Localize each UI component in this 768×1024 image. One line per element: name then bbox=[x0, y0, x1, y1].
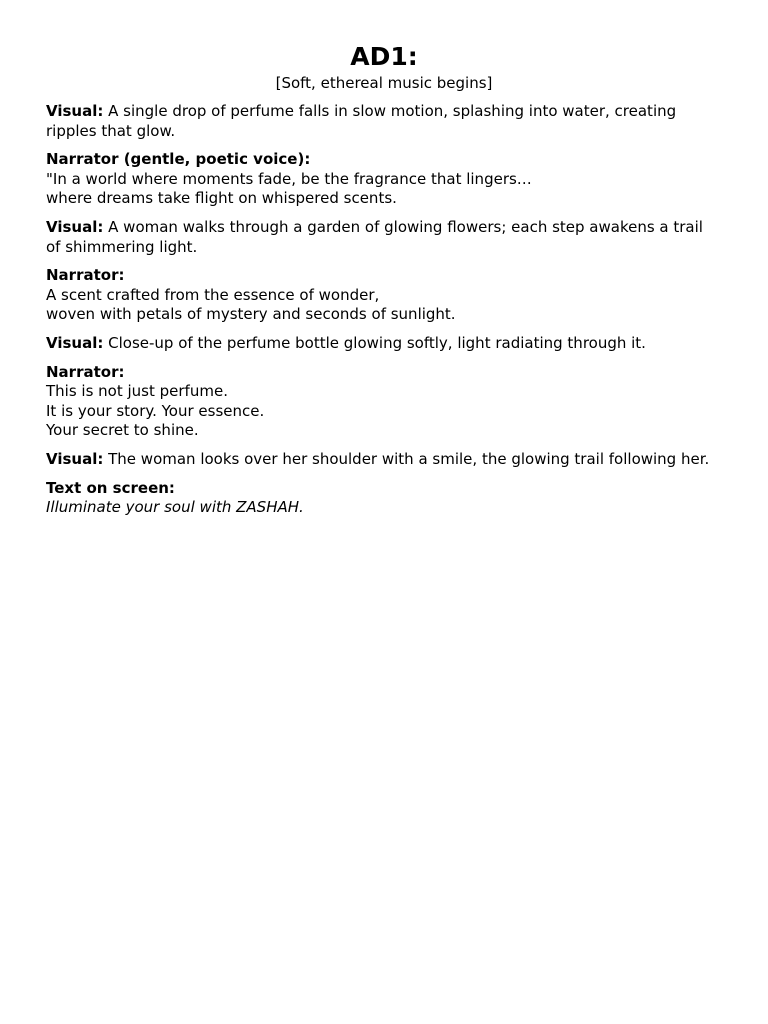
narrator-block-1 bbox=[46, 150, 722, 209]
visual-block-3 bbox=[46, 334, 722, 354]
narrator-label: Narrator: bbox=[46, 362, 125, 381]
visual-text: A woman walks through a garden of glowing flowers; each step awakens a trail of shimmering light. bbox=[46, 217, 703, 256]
narrator-line: woven with petals of mystery and seconds of sunlight. bbox=[46, 305, 456, 324]
document-title: AD1: bbox=[350, 42, 418, 71]
visual-block-4 bbox=[46, 450, 722, 470]
visual-block-1 bbox=[46, 102, 722, 141]
narrator-label: Narrator (gentle, poetic voice): bbox=[46, 150, 311, 169]
visual-text: The woman looks over her shoulder with a smile, the glowing trail following her. bbox=[108, 449, 710, 468]
visual-text: Close-up of the perfume bottle glowing softly, light radiating through it. bbox=[108, 333, 646, 352]
narrator-block-3 bbox=[46, 363, 722, 441]
visual-label: Visual: bbox=[46, 449, 104, 468]
on-screen-text-block bbox=[46, 479, 722, 518]
visual-label: Visual: bbox=[46, 217, 104, 236]
narrator-line: A scent crafted from the essence of wonder, bbox=[46, 285, 380, 304]
on-screen-text-label: Text on screen: bbox=[46, 478, 175, 497]
narrator-line: where dreams take flight on whispered scents. bbox=[46, 189, 397, 208]
narrator-line: This is not just perfume. bbox=[46, 382, 228, 401]
narrator-line: It is your story. Your essence. bbox=[46, 401, 265, 420]
narrator-block-2 bbox=[46, 266, 722, 325]
visual-block-2 bbox=[46, 218, 722, 257]
visual-label: Visual: bbox=[46, 333, 104, 352]
visual-label: Visual: bbox=[46, 102, 104, 120]
visual-text: A single drop of perfume falls in slow motion, splashing into water, creating ripples that glow. bbox=[46, 102, 677, 140]
music-cue: [Soft, ethereal music begins] bbox=[275, 74, 493, 92]
narrator-line: Your secret to shine. bbox=[46, 421, 199, 440]
tagline: Illuminate your soul with ZASHAH. bbox=[46, 498, 304, 517]
narrator-label: Narrator: bbox=[46, 266, 125, 285]
narrator-line: "In a world where moments fade, be the fragrance that lingers… bbox=[46, 169, 532, 188]
